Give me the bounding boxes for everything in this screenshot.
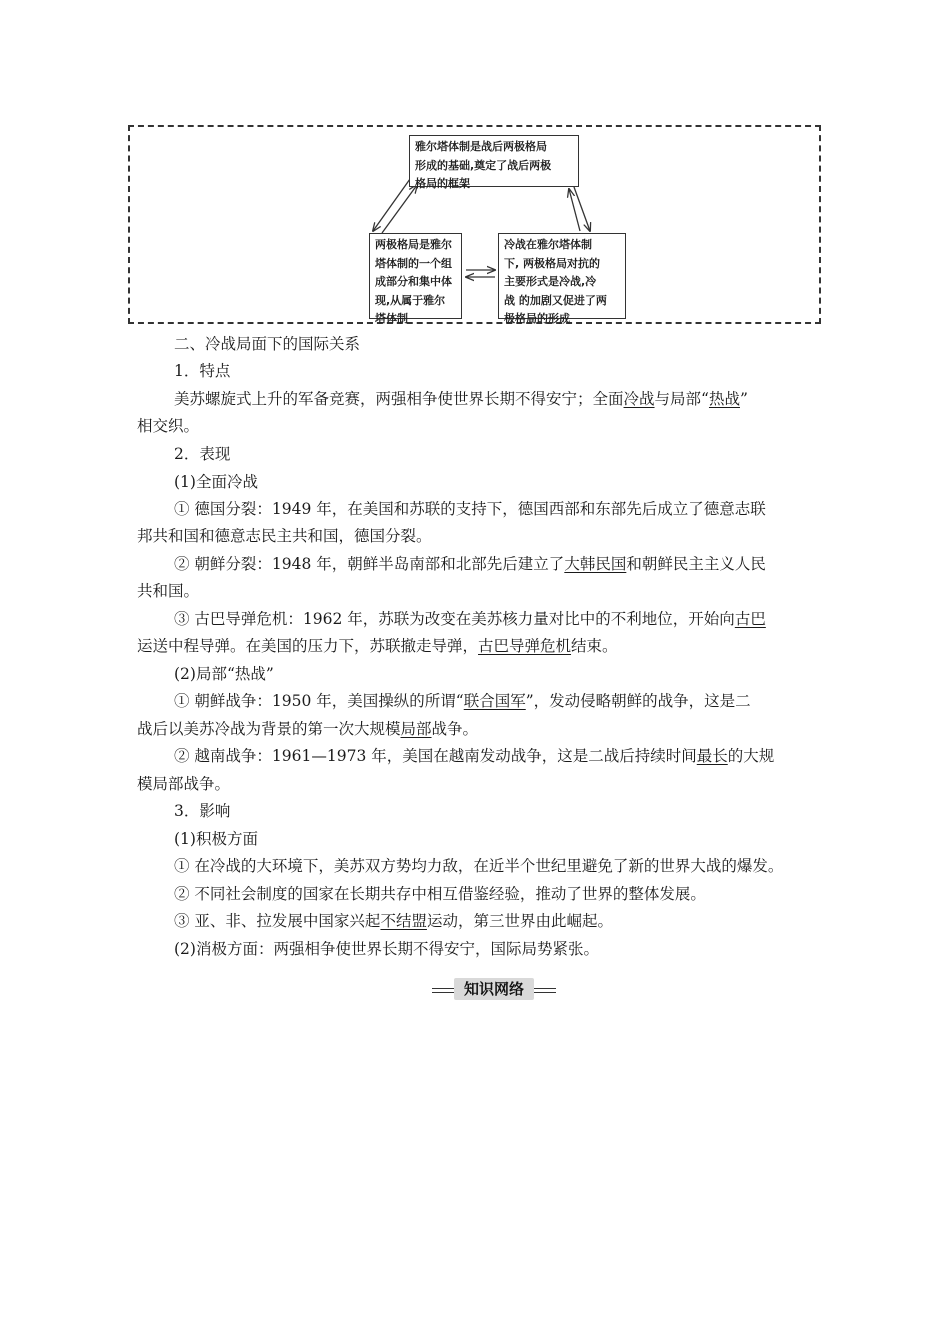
item-vietnam-line-1 <box>174 745 774 767</box>
item-germany-line-2: 邦共和国和德意志民主共和国，德国分裂。 <box>137 527 432 545</box>
subheading-hot-war: (2)局部“热战” <box>174 665 274 683</box>
text-span: 运送中程导弹。在美国的压力下，苏联撤走导弹， <box>137 637 479 655</box>
heading-manifestations: 2．表现 <box>174 445 231 463</box>
underlined-term: 不结盟 <box>380 912 427 930</box>
text-span: ② 越南战争：1961—1973 年，美国在越南发动战争，这是二战后持续时间 <box>174 747 697 765</box>
underlined-term: 热战 <box>708 390 740 408</box>
item-korea-line-2: 共和国。 <box>137 582 200 600</box>
subheading-cold-war: (1)全面冷战 <box>174 473 258 491</box>
text-span: 和朝鲜民主主义人民 <box>626 555 766 573</box>
text-span: 与局部“ <box>654 390 709 408</box>
heading-impact: 3．影响 <box>174 802 231 820</box>
subheading-negative: (2)消极方面：两强相争使世界长期不得安宁，国际局势紧张。 <box>174 940 599 958</box>
text-span: ”，发动侵略朝鲜的战争，这是二 <box>525 692 751 710</box>
item-cuba-line-2 <box>137 635 618 657</box>
text-span: ③ 亚、非、拉发展中国家兴起 <box>174 912 381 930</box>
heading-features: 1．特点 <box>174 362 231 380</box>
text-span: 运动，第三世界由此崛起。 <box>426 912 613 930</box>
text-span: 美苏螺旋式上升的军备竞赛，两强相争使世界长期不得安宁；全面 <box>174 390 624 408</box>
text-span: ② 朝鲜分裂：1948 年，朝鲜半岛南部和北部先后建立了 <box>174 555 565 573</box>
section-title: 二、冷战局面下的国际关系 <box>174 335 361 353</box>
text-span: 战争。 <box>431 720 479 738</box>
text-span: ” <box>739 390 748 408</box>
underlined-term: 联合国军 <box>463 692 526 710</box>
text-span: ① 朝鲜战争：1950 年，美国操纵的所谓“ <box>174 692 464 710</box>
yalta-system-box: 雅尔塔体制是战后两极格局 形成的基础,奠定了战后两极 格局的框架 <box>409 135 579 187</box>
relationship-diagram <box>128 125 821 324</box>
item-korean-war-line-1 <box>174 690 751 712</box>
underlined-term: 古巴导弹危机 <box>478 637 572 655</box>
item-positive-3 <box>174 910 613 932</box>
text-span: ③ 古巴导弹危机：1962 年，苏联为改变在美苏核力量对比中的不利地位，开始向 <box>174 610 735 628</box>
features-line-2: 相交织。 <box>137 417 200 435</box>
item-cuba-line-1 <box>174 608 766 630</box>
item-korean-war-line-2 <box>137 718 478 740</box>
item-germany-line-1: ① 德国分裂：1949 年，在美国和苏联的支持下，德国西部和东部先后成立了德意志联 <box>174 500 766 518</box>
text-span: 的大规 <box>727 747 775 765</box>
banner-left-bar <box>432 988 454 993</box>
underlined-term: 冷战 <box>623 390 655 408</box>
cold-war-box: 冷战在雅尔塔体制 下, 两极格局对抗的 主要形式是冷战,冷 战 的加剧又促进了两 极格局的形成 <box>498 233 626 319</box>
item-positive-1: ① 在冷战的大环境下，美苏双方势均力敌，在近半个世纪里避免了新的世界大战的爆发。 <box>174 857 784 875</box>
item-korea-line-1 <box>174 553 766 575</box>
features-line-1 <box>174 388 748 410</box>
underlined-term: 最长 <box>696 747 728 765</box>
banner-title: 知识网络 <box>454 978 534 1000</box>
underlined-term: 古巴 <box>734 610 766 628</box>
subheading-positive: (1)积极方面 <box>174 830 258 848</box>
knowledge-network-banner <box>432 978 556 1000</box>
item-positive-2: ② 不同社会制度的国家在长期共存中相互借鉴经验，推动了世界的整体发展。 <box>174 885 706 903</box>
underlined-term: 局部 <box>400 720 432 738</box>
banner-right-bar <box>534 988 556 993</box>
underlined-term: 大韩民国 <box>564 555 627 573</box>
bipolar-pattern-box: 两极格局是雅尔 塔体制的一个组 成部分和集中体 现,从属于雅尔 塔体制 <box>369 233 462 319</box>
item-vietnam-line-2: 模局部战争。 <box>137 775 231 793</box>
text-span: 战后以美苏冷战为背景的第一次大规模 <box>137 720 401 738</box>
text-span: 结束。 <box>571 637 618 655</box>
